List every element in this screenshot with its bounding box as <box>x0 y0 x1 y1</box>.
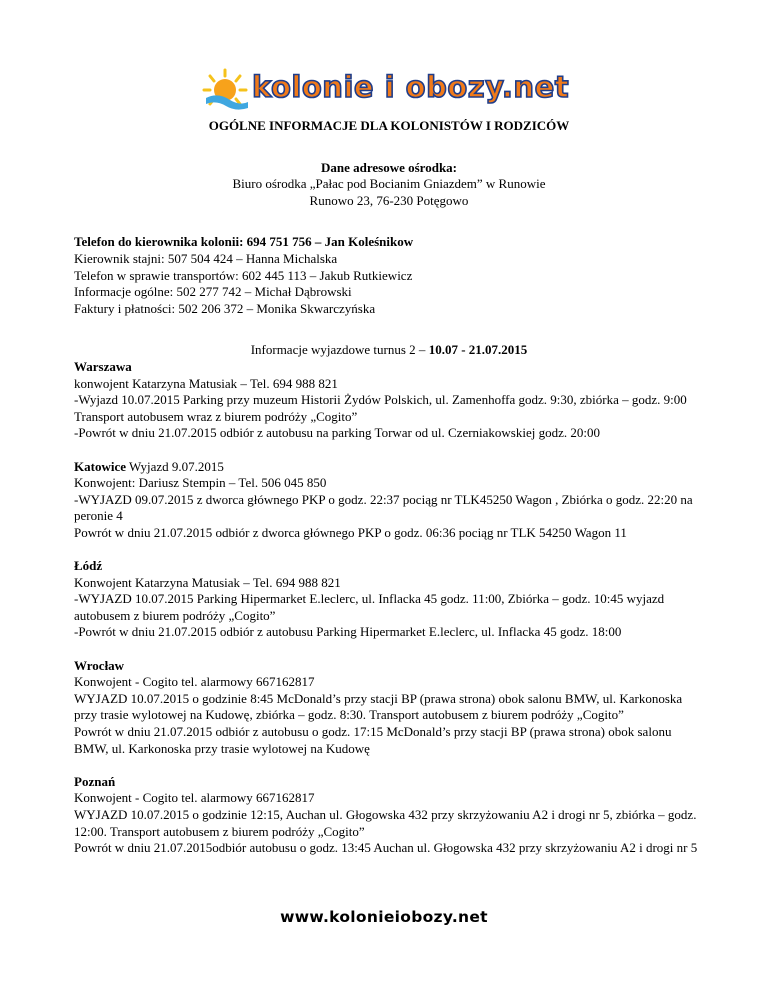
address-line-2: Runowo 23, 76-230 Potęgowo <box>309 192 469 208</box>
turnus-info: Informacje wyjazdowe turnus 2 – 10.07 - 21.07.2015 <box>250 342 528 358</box>
manager-phone: Telefon do kierownika kolonii: 694 751 756 – Jan Koleśnikow <box>74 234 414 250</box>
wroclaw-line-2: WYJAZD 10.07.2015 o godzinie 8:45 McDonald’s przy stacji BP (prawa strona) obok salonu BMW, ul. Karkonoska przy trasie wylotowej na Kudowę, zbiórka – godz. 8:30. Transport autobusem z biurem podróży „Cogito” <box>74 690 683 723</box>
city-heading-warszawa: Warszawa <box>74 358 132 374</box>
city-heading-wroclaw: Wrocław <box>74 657 125 673</box>
site-logo <box>200 68 570 112</box>
footer-url[interactable]: www.kolonieiobozy.net <box>280 908 488 926</box>
lodz-line-2: -WYJAZD 10.07.2015 Parking Hipermarket E.leclerc, ul. Inflacka 45 godz. 11:00, Zbiórka – godz. 10:45 wyjazd autobusem z biurem podróży „Cogito” <box>74 591 665 623</box>
warszawa-line-2: -Wyjazd 10.07.2015 Parking przy muzeum Historii Żydów Polskich, ul. Zamenhoffa godz. 9:30, zbiórka – godz. 9:00 Transport autobusem wraz z biurem podróży „Cogito” <box>74 392 687 424</box>
katowice-line-3: Powrót w dniu 21.07.2015 odbiór z dworca głównego PKP o godz. 06:36 pociąg nr TLK 54250 Wagon 11 <box>74 524 627 540</box>
transport-phone: Telefon w sprawie transportów: 602 445 113 – Jakub Rutkiewicz <box>74 267 413 283</box>
warszawa-line-3: -Powrót w dniu 21.07.2015 odbiór z autobusu na parking Torwar od ul. Czerniakowskiej godz. 20:00 <box>74 425 600 441</box>
poznan-line-3: Powrót w dniu 21.07.2015odbiór autobusu o godz. 13:45 Auchan ul. Głogowska 432 przy skrzyżowaniu A2 i drogi nr 5 <box>74 840 698 856</box>
address-heading: Dane adresowe ośrodka: <box>320 159 458 175</box>
katowice-line-1: Konwojent: Dariusz Stempin – Tel. 506 045 850 <box>74 475 327 491</box>
logo-text: kolonie i obozy.net <box>252 70 570 104</box>
document-body <box>74 118 704 857</box>
stable-phone: Kierownik stajni: 507 504 424 – Hanna Michalska <box>74 250 338 266</box>
city-heading-lodz: Łódź <box>74 558 103 574</box>
general-phone: Informacje ogólne: 502 277 742 – Michał Dąbrowski <box>74 284 352 300</box>
lodz-line-1: Konwojent Katarzyna Matusiak – Tel. 694 988 821 <box>74 574 341 590</box>
katowice-line-2: -WYJAZD 09.07.2015 z dworca głównego PKP o godz. 22:37 pociąg nr TLK45250 Wagon , Zbiórka o godz. 22:20 na peronie 4 <box>74 491 693 524</box>
city-heading-katowice: Katowice Wyjazd 9.07.2015 <box>74 458 224 474</box>
wroclaw-line-1: Konwojent - Cogito tel. alarmowy 667162817 <box>74 674 315 690</box>
wroclaw-line-3: Powrót w dniu 21.07.2015 odbiór z autobusu o godz. 17:15 McDonald’s przy stacji BP (prawa strona) obok salonu BMW, ul. Karkonoska przy trasie wylotowej na Kudowę <box>74 724 672 756</box>
sun-icon <box>200 68 250 112</box>
page-title: OGÓLNE INFORMACJE DLA KOLONISTÓW I RODZICÓW <box>208 118 570 133</box>
address-line-1: Biuro ośrodka „Pałac pod Bocianim Gniazdem” w Runowie <box>232 176 546 192</box>
poznan-line-2: WYJAZD 10.07.2015 o godzinie 12:15, Auchan ul. Głogowska 432 przy skrzyżowaniu A2 i drogi nr 5, zbiórka – godz. 12:00. Transport autobusem z biurem podróży „Cogito” <box>74 806 697 839</box>
city-heading-poznan: Poznań <box>74 773 116 789</box>
invoices-phone: Faktury i płatności: 502 206 372 – Monika Skwarczyńska <box>74 300 376 316</box>
poznan-line-1: Konwojent - Cogito tel. alarmowy 667162817 <box>74 790 315 806</box>
lodz-line-3: -Powrót w dniu 21.07.2015 odbiór z autobusu Parking Hipermarket E.leclerc, ul. Inflacka 45 godz. 18:00 <box>74 624 622 640</box>
warszawa-line-1: konwojent Katarzyna Matusiak – Tel. 694 988 821 <box>74 375 338 391</box>
